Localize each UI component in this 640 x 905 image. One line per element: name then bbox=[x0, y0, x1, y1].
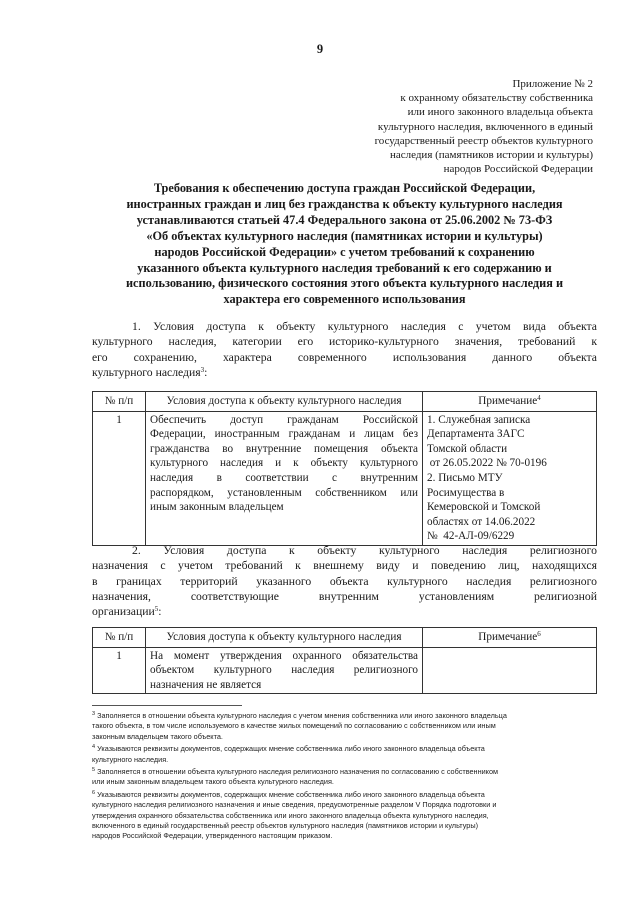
paragraph-line bbox=[92, 604, 597, 619]
footnote-text: Заполняется в отношении объекта культурного наследия с учетом мнения собственника или иного законного владельца bbox=[97, 711, 507, 720]
footnote-line bbox=[92, 744, 602, 754]
appendix-line: народов Российской Федерации bbox=[443, 163, 593, 176]
title-line: Требования к обеспечению доступа граждан Российской Федерации, bbox=[153, 181, 536, 195]
cell-line: наследия в соответствии с внутренним bbox=[150, 471, 418, 484]
note-line: Томской области bbox=[427, 442, 508, 455]
title-line: характера его современного использования bbox=[223, 292, 466, 307]
note-line: областях от 14.06.2022 bbox=[427, 515, 536, 528]
footnote-line: такого объекта, в том числе используемого в качестве жилых помещений по согласованию с собственником или иным bbox=[92, 721, 496, 731]
cell-line: распорядком, установленным собственником или bbox=[150, 486, 418, 499]
appendix-line: государственный реестр объектов культурного bbox=[374, 134, 593, 147]
footnote-line bbox=[92, 767, 602, 777]
table-row bbox=[93, 647, 597, 694]
cell-line: культурного наследия и к объекту культурного bbox=[150, 457, 418, 470]
paragraph-line: 2. Условия доступа к объекту культурного наследия религиозного bbox=[132, 544, 597, 557]
page-number: 9 bbox=[316, 42, 324, 56]
paragraph-line: культурного наследия, категории его историко-культурного значения, требований к bbox=[92, 335, 597, 349]
cell-line: назначения не является bbox=[150, 678, 262, 691]
footnote-ref-4[interactable]: 4 bbox=[537, 394, 541, 402]
note-line: 2. Письмо МТУ bbox=[427, 471, 503, 484]
note-line: 1. Служебная записка bbox=[427, 413, 531, 426]
title-line: указанного объекта культурного наследия требований к его содержанию и bbox=[137, 260, 552, 275]
religious-access-table bbox=[92, 627, 597, 694]
header-conditions: Условия доступа к объекту культурного наследия bbox=[146, 392, 423, 412]
cell-line: Федерации, иностранным гражданам и лицам без bbox=[150, 428, 418, 441]
appendix-line: Приложение № 2 bbox=[512, 78, 593, 90]
footnote-line: или иным законным владельцем такого объекта культурного наследия. bbox=[92, 777, 334, 787]
paragraph-line: назначения с учетом требований к внешнему виду и поведению лиц, находящихся bbox=[92, 559, 597, 573]
header-num: № п/п bbox=[93, 628, 146, 648]
footnotes bbox=[92, 711, 602, 844]
row-condition bbox=[146, 411, 423, 545]
table-header-row bbox=[93, 392, 597, 412]
title-line: иностранных граждан и лиц без гражданства к объекту культурного наследия bbox=[126, 196, 563, 211]
note-line: Росимущества в bbox=[427, 486, 505, 499]
appendix-line: культурного наследия, включенного в единый bbox=[377, 120, 593, 133]
access-conditions-table bbox=[92, 391, 597, 546]
paragraph-line: в границах территорий указанного объекта культурного наследия религиозного bbox=[92, 574, 597, 588]
paragraph-line: назначения, соответствующие внутренним установлениям религиозной bbox=[92, 589, 597, 603]
footnote-ref-5[interactable]: 5 bbox=[154, 605, 159, 614]
title-line: использованию, физического состояния этого объекта культурного наследия и bbox=[125, 276, 564, 291]
cell-line: объектом культурного наследия религиозного bbox=[150, 664, 418, 677]
header-note bbox=[423, 628, 597, 648]
footnote-line bbox=[92, 711, 602, 721]
section-2-paragraph bbox=[92, 543, 597, 619]
paragraph-line-text: культурного наследия bbox=[92, 365, 201, 379]
footnote-mark: 4 bbox=[92, 744, 96, 751]
appendix-line: или иного законного владельца объекта bbox=[407, 106, 593, 119]
table-header-row bbox=[93, 628, 597, 648]
header-note-text: Примечание bbox=[478, 395, 538, 407]
header-num: № п/п bbox=[93, 392, 146, 412]
footnote-line: культурного наследия религиозного назначения и иные сведения, предусмотренные разделом V Порядка подготовки и bbox=[92, 800, 497, 810]
title-line: народов Российской Федерации» с учетом требований к сохранению bbox=[154, 244, 535, 259]
footnote-ref-3[interactable]: 3 bbox=[200, 365, 205, 374]
section-1-paragraph bbox=[92, 319, 597, 380]
footnote-mark: 6 bbox=[92, 789, 96, 796]
footnote-line: народов Российской Федерации, утвержденного настоящим приказом. bbox=[92, 831, 333, 841]
footnote-mark: 5 bbox=[92, 767, 96, 774]
table-row bbox=[93, 411, 597, 545]
footnote-text: Указываются реквизиты документов, содержащих мнение собственника либо иного законного владельца объекта bbox=[97, 744, 485, 754]
footnote-line bbox=[92, 790, 602, 800]
paragraph-line bbox=[92, 365, 597, 380]
appendix-line: наследия (памятников истории и культуры) bbox=[389, 149, 593, 162]
row-condition bbox=[146, 647, 423, 694]
title-line: «Об объектах культурного наследия (памятниках истории и культуры) bbox=[146, 228, 543, 243]
footnote-6 bbox=[92, 790, 602, 842]
paragraph-line: 1. Условия доступа к объекту культурного наследия с учетом вида объекта bbox=[132, 320, 597, 333]
colon: : bbox=[204, 365, 208, 379]
footnote-text: Заполняется в отношении объекта культурного наследия религиозного назначения по согласованию с собственником bbox=[97, 767, 499, 777]
colon: : bbox=[158, 605, 162, 619]
footnote-line: законным владельцем такого объекта. bbox=[92, 731, 223, 741]
header-conditions: Условия доступа к объекту культурного наследия bbox=[146, 628, 423, 648]
cell-line: гражданства во внутренние помещения объекта bbox=[150, 442, 418, 455]
paragraph-line: его сохранению, характера современного использования данного объекта bbox=[92, 350, 597, 364]
note-line: № 42-АЛ-09/6229 bbox=[427, 530, 515, 543]
paragraph-line-text: организации bbox=[92, 605, 155, 619]
document-title bbox=[92, 181, 597, 308]
footnote-line: культурного наследия. bbox=[92, 754, 169, 764]
note-line: от 26.05.2022 № 70-0196 bbox=[427, 457, 547, 470]
title-line: устанавливаются статьей 47.4 Федерального закона от 25.06.2002 № 73-ФЗ bbox=[136, 212, 553, 227]
row-num: 1 bbox=[93, 647, 146, 694]
footnote-separator bbox=[92, 705, 242, 706]
footnote-mark: 3 bbox=[92, 711, 96, 717]
appendix-line: к охранному обязательству собственника bbox=[400, 92, 593, 105]
row-note bbox=[423, 411, 597, 545]
header-note bbox=[423, 392, 597, 412]
appendix-header bbox=[323, 77, 593, 176]
note-line: Департамента ЗАГС bbox=[427, 428, 525, 441]
note-line: Кемеровской и Томской bbox=[427, 501, 541, 514]
footnote-4 bbox=[92, 744, 602, 765]
cell-line: Обеспечить доступ гражданам Российской bbox=[150, 413, 418, 426]
footnote-text: Указываются реквизиты документов, содержащих мнение собственника либо иного законного владельца объекта bbox=[97, 789, 485, 799]
cell-line: На момент утверждения охранного обязательства bbox=[150, 649, 418, 662]
footnote-5 bbox=[92, 767, 602, 788]
footnote-ref-6[interactable]: 6 bbox=[537, 630, 541, 638]
footnote-line: включенного в единый государственный реестр объектов культурного наследия (памятников истории и культуры) bbox=[92, 821, 479, 831]
cell-line: иным законным владельцем bbox=[150, 501, 284, 514]
row-note bbox=[423, 647, 597, 694]
footnote-3 bbox=[92, 711, 602, 742]
header-note-text: Примечание bbox=[478, 631, 538, 643]
row-num: 1 bbox=[93, 411, 146, 545]
footnote-line: утверждения охранного обязательства собственника или иного законного владельца объекта культурного наследия, bbox=[92, 810, 489, 820]
